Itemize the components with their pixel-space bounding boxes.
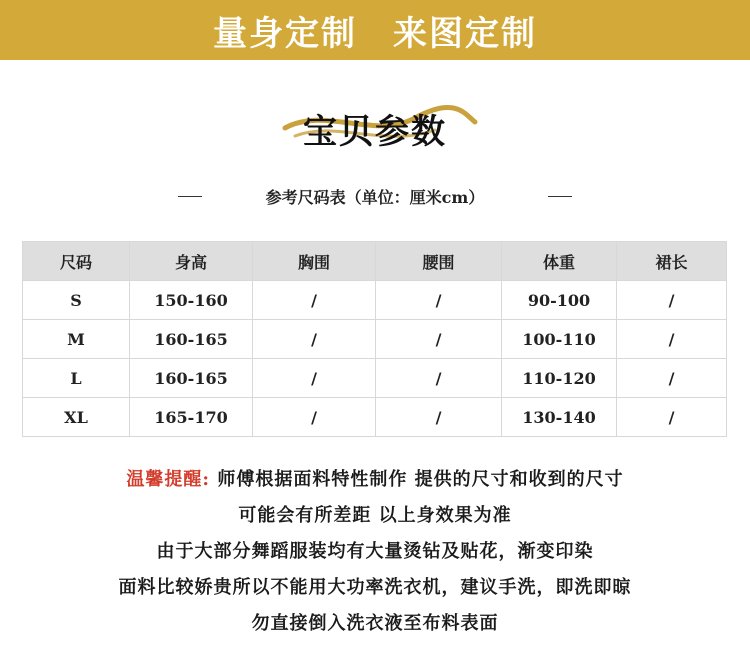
size-chart-caption <box>0 185 750 209</box>
note-text-1: 师傅根据面料特性制作 提供的尺寸和收到的尺寸 <box>217 469 624 490</box>
cell-height: 160-165 <box>130 359 253 398</box>
header-bust: 胸围 <box>253 242 376 281</box>
table-row <box>23 281 727 320</box>
right-dash <box>548 196 572 197</box>
cell-skirt-length: / <box>617 281 727 320</box>
cell-waist: / <box>376 281 502 320</box>
cell-size: S <box>23 281 130 320</box>
section-title: 宝贝参数 <box>303 112 447 152</box>
header-height: 身高 <box>130 242 253 281</box>
cell-height: 150-160 <box>130 281 253 320</box>
size-table <box>22 241 727 437</box>
cell-skirt-length: / <box>617 398 727 437</box>
cell-bust: / <box>253 398 376 437</box>
cell-size: M <box>23 320 130 359</box>
cell-skirt-length: / <box>617 320 727 359</box>
cell-bust: / <box>253 359 376 398</box>
cell-waist: / <box>376 320 502 359</box>
cell-weight: 130-140 <box>502 398 617 437</box>
header-skirt-length: 裙长 <box>617 242 727 281</box>
cell-waist: / <box>376 398 502 437</box>
section-title-block <box>265 96 485 156</box>
header-size: 尺码 <box>23 242 130 281</box>
note-line-3: 由于大部分舞蹈服装均有大量烫钻及贴花，渐变印染 <box>156 541 594 562</box>
care-notes <box>0 462 750 642</box>
cell-weight: 100-110 <box>502 320 617 359</box>
cell-waist: / <box>376 359 502 398</box>
note-line-2: 可能会有所差距 以上身效果为准 <box>238 505 512 526</box>
banner-left-text: 量身定制 <box>213 13 357 54</box>
table-row <box>23 398 727 437</box>
cell-height: 160-165 <box>130 320 253 359</box>
cell-weight: 110-120 <box>502 359 617 398</box>
cell-height: 165-170 <box>130 398 253 437</box>
cell-skirt-length: / <box>617 359 727 398</box>
note-line-4: 面料比较娇贵所以不能用大功率洗衣机，建议手洗，即洗即晾 <box>118 577 632 598</box>
cell-size: L <box>23 359 130 398</box>
top-banner <box>0 0 750 60</box>
cell-weight: 90-100 <box>502 281 617 320</box>
cell-bust: / <box>253 281 376 320</box>
cell-size: XL <box>23 398 130 437</box>
note-line-5: 勿直接倒入洗衣液至布料表面 <box>251 613 499 634</box>
table-row <box>23 359 727 398</box>
table-row <box>23 320 727 359</box>
reminder-label: 温馨提醒: <box>126 469 211 490</box>
header-waist: 腰围 <box>376 242 502 281</box>
cell-bust: / <box>253 320 376 359</box>
banner-right-text: 来图定制 <box>393 13 537 54</box>
note-line-1 <box>0 462 750 498</box>
table-header-row <box>23 242 727 281</box>
size-chart-subtitle: 参考尺码表（单位：厘米cm） <box>265 188 485 207</box>
header-weight: 体重 <box>502 242 617 281</box>
